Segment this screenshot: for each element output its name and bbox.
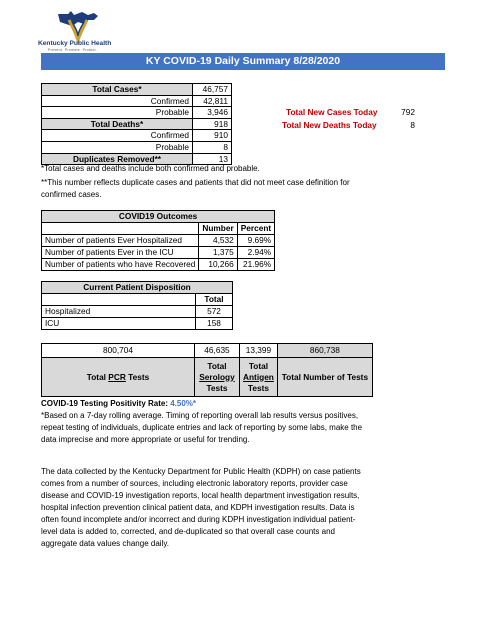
pcr-tests-value: 800,704	[42, 344, 195, 358]
duplicates-label: Duplicates Removed**	[42, 153, 193, 165]
note-total-cases: *Total cases and deaths include both confirmed and probable.	[41, 164, 260, 173]
outcomes-table	[41, 210, 275, 271]
serology-tests-label: Total Serology Tests	[195, 358, 240, 397]
disclaimer-line3: disease and COVID-19 investigation reports, local health department investigation results,	[41, 491, 360, 500]
disclaimer-line4: hospital infection prevention clinical patient data, and KDPH investigation results. Data is	[41, 503, 355, 512]
disposition-label: ICU	[42, 318, 196, 330]
deaths-probable-label: Probable	[42, 141, 193, 153]
total-tests-value: 860,738	[277, 344, 372, 358]
disclaimer-line2: comes from a number of sources, including electronic laboratory reports, provider case	[41, 479, 348, 488]
total-cases-value: 46,757	[193, 84, 232, 96]
deaths-probable-row	[42, 141, 232, 153]
outcomes-title: COVID19 Outcomes	[42, 211, 275, 223]
outcomes-header-row	[42, 223, 275, 235]
note-duplicates-line2: confirmed cases.	[41, 190, 102, 199]
disposition-title-row	[42, 282, 233, 294]
positivity-label: COVID-19 Testing Positivity Rate:	[41, 399, 171, 408]
outcome-percent: 21.96%	[237, 259, 274, 271]
duplicates-value: 13	[193, 153, 232, 165]
deaths-confirmed-value: 910	[193, 130, 232, 142]
total-deaths-label: Total Deaths*	[42, 118, 193, 130]
outcome-number: 1,375	[199, 247, 237, 259]
positivity-value: 4.50%*	[170, 399, 197, 408]
total-deaths-value: 918	[193, 118, 232, 130]
logo-tagline: Prevent. Promote. Protect.	[48, 48, 98, 52]
cases-confirmed-row	[42, 95, 232, 107]
cases-probable-row	[42, 107, 232, 119]
outcome-percent: 2.94%	[237, 247, 274, 259]
disposition-title: Current Patient Disposition	[42, 282, 233, 294]
new-deaths-label: Total New Deaths Today	[282, 120, 377, 130]
cases-probable-label: Probable	[42, 107, 193, 119]
disposition-label: Hospitalized	[42, 306, 196, 318]
new-cases-label: Total New Cases Today	[286, 107, 378, 117]
logo-name: Kentucky Public Health	[38, 40, 112, 47]
page-title: KY COVID-19 Daily Summary 8/28/2020	[41, 53, 445, 70]
cases-confirmed-value: 42,811	[193, 95, 232, 107]
note-duplicates-line1: **This number reflects duplicate cases and patients that did not meet case definition for	[41, 178, 350, 187]
positivity-note-line3: data imprecise and more appropriate or useful for trending.	[41, 435, 250, 444]
outcomes-col-percent: Percent	[237, 223, 274, 235]
antigen-tests-value: 13,399	[240, 344, 278, 358]
outcome-number: 4,532	[199, 235, 237, 247]
cases-probable-value: 3,946	[193, 107, 232, 119]
outcome-number: 10,266	[199, 259, 237, 271]
table-row	[42, 259, 275, 271]
total-cases-label: Total Cases*	[42, 84, 193, 96]
disclaimer-line7: aggregate data values change daily.	[41, 539, 169, 548]
disposition-table	[41, 281, 233, 330]
testing-labels-row	[42, 358, 373, 397]
total-tests-label: Total Number of Tests	[277, 358, 372, 397]
total-cases-row	[42, 84, 232, 96]
cases-confirmed-label: Confirmed	[42, 95, 193, 107]
new-cases-value: 792	[401, 107, 415, 117]
antigen-tests-label: Total Antigen Tests	[240, 358, 278, 397]
disclaimer-line1: The data collected by the Kentucky Department for Public Health (KDPH) on case patients	[41, 467, 361, 476]
deaths-confirmed-row	[42, 130, 232, 142]
table-row	[42, 318, 233, 330]
outcome-label: Number of patients who have Recovered	[42, 259, 199, 271]
outcome-label: Number of patients Ever Hospitalized	[42, 235, 199, 247]
table-row	[42, 247, 275, 259]
deaths-probable-value: 8	[193, 141, 232, 153]
testing-table	[41, 343, 373, 397]
disclaimer-line6: level data is added to, corrected, and de-duplicated so that overall case counts and	[41, 527, 335, 536]
new-deaths-value: 8	[410, 120, 415, 130]
table-row	[42, 306, 233, 318]
positivity-rate	[41, 398, 196, 410]
totals-table	[41, 83, 232, 165]
disposition-total: 572	[196, 306, 233, 318]
deaths-confirmed-label: Confirmed	[42, 130, 193, 142]
positivity-note-line1: *Based on a 7-day rolling average. Timing of reporting overall lab results versus positives,	[41, 411, 359, 420]
disposition-total: 158	[196, 318, 233, 330]
outcomes-col-number: Number	[199, 223, 237, 235]
pcr-tests-label: Total PCR Tests	[42, 358, 195, 397]
positivity-note-line2: repeat testing of individuals, duplicate entries and lack of reporting by some labs, make the	[41, 423, 363, 432]
outcome-label: Number of patients Ever in the ICU	[42, 247, 199, 259]
serology-tests-value: 46,635	[195, 344, 240, 358]
testing-values-row	[42, 344, 373, 358]
total-deaths-row	[42, 118, 232, 130]
disposition-col-total: Total	[196, 294, 233, 306]
disposition-header-row	[42, 294, 233, 306]
outcomes-title-row	[42, 211, 275, 223]
table-row	[42, 235, 275, 247]
outcome-percent: 9.69%	[237, 235, 274, 247]
disclaimer-line5: often found incomplete and/or incorrect and during KDPH investigation individual patient-	[41, 515, 356, 524]
